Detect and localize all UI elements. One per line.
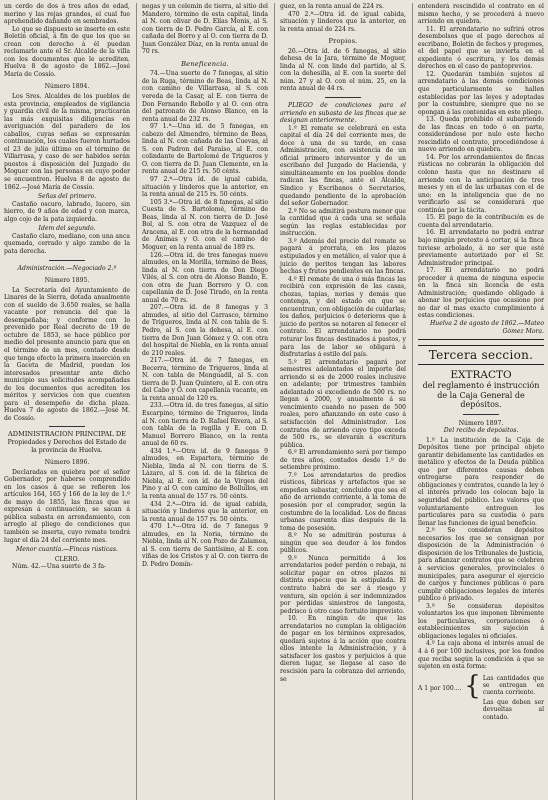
text-paragraph: un cerdo de dos á tres años de edad, merino y las rejas grandes, el cual fue aprehendido dañando en sembrados. — [4, 3, 130, 26]
text-paragraph: 434 1.ª—Otra id. de 9 fanegas 9 almudes, en Espartera, término de Niebla, linda al N. con tierra de S. Lázaro, al S. con id. de la fábrica de Niebla, al E. con íd. de la Virgen del Pino y al O. con camino de Bollullos, en la renta anual de 157 rs. 50 cénts. — [142, 447, 268, 500]
divider — [325, 97, 361, 98]
text-paragraph: Los Sres. Alcaldes de los pueblos de esta provincia, empleados de vigilancia y guardia civil de la misma, practicarán las más exquisitas diligencias en averiguación del paradero de los caballos, cuyas señas se expresarán continuación, los cuales fueron hurtados el 23 de julio último en el término de Villarrasa, y caso de ser habidos serán puestos á disposición del Juzgado de Moguer con las personas en cuyo poder se encuentren. Huelva 8 de agosto de 1862.—José María de Cossío. — [4, 93, 130, 191]
text-paragraph: 126.—Otra íd. de tres fanegas nueve almudes, en la Morilla, término de Beas, linda al N. con tierra de Don Diego Vilés, al S. con otra de Alonso Bando, E. con otra de Juan Borrero y O. con capellanía de D. José Tirado, en la renta anual de 70 rs. — [142, 251, 268, 304]
text-paragraph: 434 2.ª—Otra íd. de igual cabida, situación y linderos que la anterior, en la renta anual de 157 rs. 50 cénts. — [142, 500, 268, 523]
text-paragraph: 233.—Otra íd. de tres fanegas, al sitio Escarpino, término de Trigueros, linda al N. con tierra de D. Rafael Rivera, al S. con tabla de la regilla y E. con D. Manuel Borrero Blanco, en la renta anual de 60 rs. — [142, 402, 268, 448]
column-2 — [136, 3, 268, 800]
text-paragraph: 105 3.ª—Otra íd. de 8 fanegas, al sitio Cuesta de S. Bartolomé, término de Beas, linda al N. con tierra de D. José Bol, al S. con otra de Vazquez el de Aracena, al E. con otra de la hermandad de Ánimas y O. con el camino de Moguer, en la renta anual de 189 rs. — [142, 198, 268, 251]
notice-number: Número 1897. — [458, 419, 504, 427]
interest-entry: Las cantidades que se entregan en cuenta corriente. — [482, 674, 544, 697]
interest-table-entries — [483, 675, 544, 721]
subheading: Del recibo de depósitos. — [443, 427, 519, 435]
text-paragraph: Lo que se dispuesto se inserte en este Boletín oficial, á fin de que los que se crean con derecho á él puedan reclamarlo ante el Sr. Alcalde de la villa con los documentos que le acrediten. Huelva 8 de agosto de 1862.—José María de Cossío. — [4, 25, 130, 78]
subheading: Beneficencia. — [181, 59, 229, 68]
text-paragraph: 97 1.ª—Una id. de 5 fanegas, en cabezo del Almendro, término de Beas, linda al N. con cañada de las Cuevas, al S. con Padron del Paraíso, al E. con colindante de Bartolomé de Trigueros y O. con tierra de D. Juan Clemente, en la renta anual de 215 rs. 50 cénts. — [142, 123, 268, 176]
text-paragraph: negas y un celemín de tierra, al sitio del Mandero, término de esta capital, linda al N. con olivar de D. Elías Monis, al S. con tierra de D. Pedro García, al E. con cañada del Borro y al O. con tierra de D. Juan González Díaz, en la renta anual de 70 rs. — [142, 3, 268, 56]
subheading: Idem del segundo. — [38, 225, 96, 233]
section-heading: ADMINISTRACION PRINCIPAL DE — [8, 430, 126, 439]
text-paragraph: 74.—Una suerte de 7 fanegas, al sitio de la Ruga, término de Beas, linda al N. con camino de Villarrasa, al S. con vereda de la Casar, al E. con tierra de Don Fernando Rebollo y al O. con otra del patronato de Alonso Blanco, en la renta anual de 232 rs. — [142, 70, 268, 123]
divider — [49, 426, 85, 427]
text-paragraph: La Secretaría del Ayuntamiento de Linares de la Sierra, dotada anualmente con el sueldo de 3.650 reales, se halla vacante por renuncia del que la desempeñaba; y conforme con lo prevenido por Real decreto de 19 de octubre de 1853, se hace público por medio del presente anuncio para que en el término de un mes, contado desde que tenga efecto la primera inserción en la Gaceta de Madrid, puedan los interesados presentar ante dicho municipio sus solicitudes acompañadas de los documentos que acrediten los méritos y servicios con que cuenten para el desempeño de dicha plaza. Huelva 7 de agosto de 1862.—José M. de Cossío. — [4, 286, 130, 422]
condition-paragraph: 8.º No se admitirán posturas á ningún que sea deudor á los fondos públicos. — [280, 532, 406, 555]
condition-paragraph: 16. El arrendatario no podrá entrar bajo ningún pretexto á cortar, si la finca tuviese arbolado, á no ser que esté previamente autorizado por el Sr. Administrador principal. — [418, 229, 544, 267]
divider — [463, 414, 499, 415]
text-paragraph: 470 1.ª—Otra íd. de 7 fanegas 9 almudes, en la Noria, término de Niebla, linda al N. con Pozo de Zalamea, al S. con tierra de Santísimo, al E. con viñas de los Cristos y al O. con tierra de D. Pedro Domín- — [142, 523, 268, 568]
article-paragraph: 4.º La caja abona el interés anual de 4 á 6 por 100 inclusives, por los fondos que reciba según la condición á que se sujeten en esta forma: — [418, 640, 544, 671]
notice-number: Número 1896. — [44, 459, 90, 467]
interest-table — [418, 670, 544, 721]
condition-paragraph: 15. El pago de la contribución es de cuenta del arrendatario. — [418, 214, 544, 229]
notice-number: Número 1894. — [44, 83, 90, 91]
condition-paragraph: 9.º Nunca permitido á los arrendatarios poder perdón o rebaja, ni solicitar pagar en otros plazos ni distinta especie que la estipulada. El contrato habrá de ser á riesgo y ventura, sin opción á ser indemnizados por pérdidas siniestros de langosta, pedrisco ú otro caso fortuito imprevisto. — [280, 554, 406, 615]
text-paragraph: 26.—Otra íd. de 6 fanegas, al sitio dehesa de la Jara, término de Moguer, linda al N. con linde del partido, al S. con la dehesilla, al E. con la suerte del núm. 27 y al O. con el núm. 25, en la renta anual de 44 rs. — [280, 47, 406, 93]
condition-paragraph: 7.º Los arrendatarios de predios rústicos, fábricas y artefactos que se empeñen subastar, concluido que sea el año de arriendo corriente, á la toma de posesión por el comprador, según la costumbre de la localidad. Los de fincas urbanas cuarenta días después de la toma de posesión. — [280, 471, 406, 532]
condition-paragraph: 12. Quedarán también sujetos al arrendatario á las demás condiciones que particularmente se hallen establecidas por las leyes y adoptadas por la costumbre, siempre que no se opongan á las contenidas en este pliego. — [418, 70, 544, 116]
extract-subtitle: del reglamento é instrucción de la Caja General de depósitos. — [422, 381, 540, 410]
divider — [49, 260, 85, 261]
brace-icon: { — [464, 670, 481, 701]
condition-paragraph: 5.º El arrendatario pagará por semestres adelantados el importe del arriendo si es de 2000 reales inclusive en adelante; por trimestres también adelantado si excediendo de 500 rs. no llegan á 2000, y anualmente á su vencimiento cuando no pasen de 500 reales, pero afianzando en este caso á satisfacción del Administrador. Los contratos de arriendo cuyo tipo exceda de 500 rs., se elevarán á escritura pública. — [280, 358, 406, 449]
text-paragraph: 97 2.ª—Otra íd. de igual cabida, situación y linderos que la anterior, en la renta anual de 215 rs. 50 cénts. — [142, 176, 268, 199]
column-1 — [4, 3, 130, 800]
interest-entry: Las que deben ser devueltas al contado. — [482, 699, 544, 721]
text-paragraph: Núm. 42.—Una suerte de 3 fa- — [12, 563, 107, 571]
extract-title: EXTRACTO — [450, 369, 512, 382]
condition-paragraph: 17. El arrendatario no podrá proceder á quema de ninguna especie en la finca sin licencia de esta Administración; quedando obligado á abonar los perjuicios que ocasione por no dar el mas exacto cumplimiento á estas condiciones. — [418, 267, 544, 320]
section-heading: Propiedades y Derechos del Estado de la provincia de Huelva. — [7, 438, 127, 454]
condition-paragraph: 14. Por los arrendamientos de fincas rústicas no cobrarán la obligación del colono hasta que no destinare el arriendo con la anticipación de tres meses y en el de las urbanas con el de uno; en la inteligencia que de no verificarlo así se considerará que continúa por la tácita. — [418, 153, 544, 214]
article-paragraph: 3.º Se consideran depósitos voluntarios los que imponen libremente los particulares, corporaciones ó establecimientos sin sujeción á obligaciones legales ni oficiales. — [418, 602, 544, 640]
section-heading: PLIEGO de condiciones para el arriendo en subasta de las fincas que se designan anteriormente. — [280, 102, 406, 125]
column-3 — [274, 3, 406, 800]
article-paragraph: 2.º Se consideran depósitos necesarios los que se consignan por disposición de la Administración ó disposición de los Tribunales de Justicia, para afianzar contratos que se celebren á servicios generales, provinciales ó municipales, para asegurar el ejercicio de cargos y funciones públicas ó para cumplir obligaciones legales de interés público ó privado. — [418, 527, 544, 603]
text-paragraph: entenderá rescindido el contrato en el mismo hecho, y se procederá á nuevo arriendo en quiebra. — [418, 3, 544, 26]
subheading: Propios. — [328, 37, 358, 46]
article-paragraph: 1.º La institución de la Caja de Depósitos tiene por principal objeto garantir debidamente las cantidades en metálico y efectos de la Deuda pública que por diferentes causas deben entregarse para responder de obligaciones y contratos, cuando la ley ó el interés privado los colocan bajo la seguridad del público. Los valores que voluntariamente entreguen los particulares para su custodia ó para llenar las funciones de igual beneficio. — [418, 436, 544, 527]
condition-paragraph: 11. El arrendatario no sufrirá otros desembolsos que el pago derechos al escribano, Boletín de fechos y pregones, el del papel que se invierta en el expediente ó escritura, y los demás derechos en el caso de pantoprevios. — [418, 25, 544, 71]
signature-line: Huelva 2 de agosto de 1862.—Mateo Gómez Mora. — [429, 319, 544, 335]
condition-paragraph: 4.º El remate de una ó más fincas las recibirá con expresión de las casas, chozas, tapias, norias y demás que contenga, y del estado en que se encuentran, con obligación de cuidarlas; los daños, perjuicios ó deterioros que á juicio de peritos se notaren al fenecer el contrato. El arrendatario no podrá roturar los fincas destinados á pastos, y para las de labor se obligará á disfrutarlas á estilo del país. — [280, 275, 406, 359]
condition-paragraph: 13. Queda prohibido el subarriendo de las fincas en todo ó en parte, considerándose por nulo este hecho rescindido el contrato, procediéndose á nuevo arriendo en quiebra. — [418, 116, 544, 154]
condition-paragraph: 6.º El arrendamiento será por tiempo de tres años, contados desde 1.º de setiembre próximo. — [280, 449, 406, 472]
text-paragraph: Castaño claro, mediano, con una anca quemada, cerrado y algo zambo de la pata derecha. — [4, 232, 130, 255]
text-paragraph: 207.—Otra íd. de 8 fanegas y 3 almudes, al sitio del Carrasco, término de Trigueros, linda al N. con tabla de S. Pedro, al S. con la dehesa, al E. con tierra de Don Juan Gómez y O. con otra del hospital de Niebla, en la renta anual de 210 reales. — [142, 304, 268, 357]
text-paragraph: Castaño oscuro, labrado, lucero, sin hierro, de 9 años de edad y con marca, algo cojo de la pata izquierda. — [4, 200, 130, 223]
subheading: Administración.—Negociado 2.º — [17, 264, 117, 272]
condition-paragraph: 1.º El remate se celebrará en esta capital el día 24 del corriente mes, de doce á una de su tarde, en casa Administración, con asistencia de un oficial primero interventor y de un escribano del Juzgado de Hacienda, y simultáneamente en los pueblos donde radican las fincas, ante el Alcalde, Síndico y Escribanos ó Secretarios, quedando pendiente de la aprobación del señor Gobernador. — [280, 124, 406, 208]
text-paragraph: 217.—Otra íd. de 7 fanegas, en Becerra, término de Trigueros, linda al N. con tabla de Menguadil, al S. con tierra de D. Juan Quintero, al E. con otra del Cabo y O. con capellanía vacante, en la renta anual de 120 rs. — [142, 357, 268, 402]
subheading: CLERO. — [54, 555, 80, 563]
column-4 — [412, 3, 544, 800]
notice-number: Número 1895. — [44, 277, 90, 285]
subheading: Menor cuantía.—Fincas rústicas. — [16, 546, 118, 554]
interest-rate-label: A 1 por 100.... — [418, 684, 462, 692]
text-paragraph: guez, en la renta anual de 224 rs. — [280, 3, 384, 10]
section-title: Tercera seccion. — [418, 345, 544, 365]
subheading: Señas del primero. — [37, 193, 97, 201]
text-paragraph: 470 2.ª—Otra íd. de igual cabida, situación y linderos que la anterior, en la renta anual de 224 rs. — [280, 10, 406, 33]
condition-paragraph: 2.º No se admitirá postura menor que la cantidad que á cada una se señala según las reglas establecidas por instrucción. — [280, 207, 406, 238]
condition-paragraph: 10. En ningún de que las arrendatarios no cumplan la obligación de pagar en los términos expresados, quedará sujetos á la acción que contra ellos intente la Administración, y á satisfacer los gastos y perjuicios á que dieren lugar, se llegase al caso de rescisión para la cobranza del arriendo, se — [280, 615, 406, 683]
text-paragraph: Declaradas en quiebra por el señor Gobernador, por haberse comprendido en los casos á que se refieren los artículos 164, 165 y 166 de la ley de 1.º de mayo de 1855, las fincas que se expresan á continuación, se sacan á pública subasta en arrendamiento, con arreglo al pliego de condiciones que también se inserta, cuyo remate tendrá lugar el día 24 del corriente mes. — [4, 468, 130, 544]
divider — [418, 339, 544, 340]
condition-paragraph: 3.º Además del precio del remate se pagará á prorrata, en los plazos estipulados y en metálico, el valor que á juicio de peritos tengan las labores hechas y frutos pendientes en las fincas. — [280, 237, 406, 276]
